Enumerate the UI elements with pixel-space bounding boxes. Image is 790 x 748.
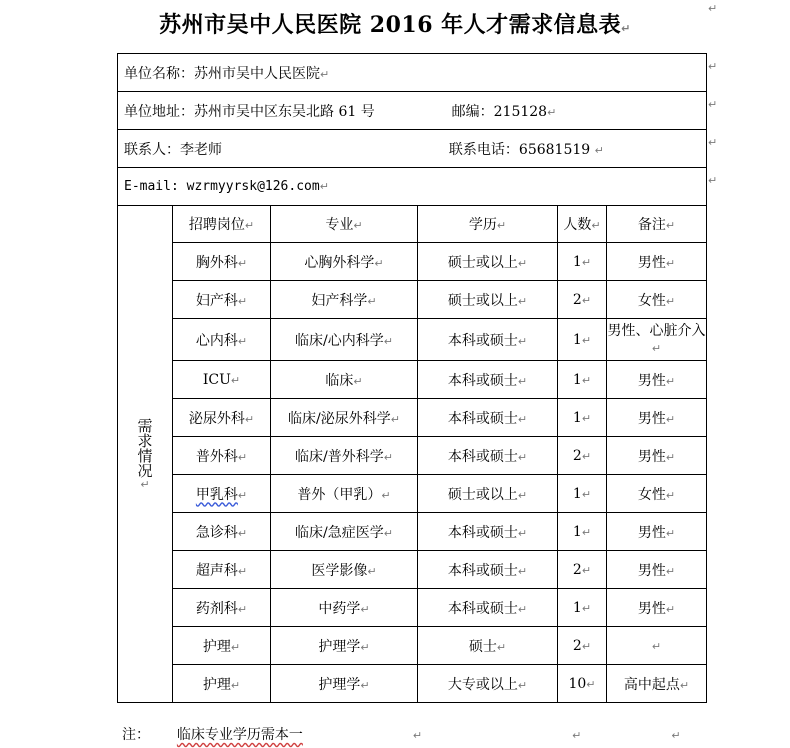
cell-major-text: 心胸外科学: [304, 254, 375, 271]
cell-count-text: 2: [572, 637, 582, 654]
paragraph-mark-icon: ↵: [665, 526, 676, 540]
cell-remark: [607, 475, 707, 513]
cell-education-text: 本科或硕士: [447, 372, 518, 389]
paragraph-mark-icon: ↵: [572, 729, 582, 742]
cell-major-text: 普外（甲乳）: [297, 486, 382, 503]
paragraph-mark-icon: ↵: [360, 678, 370, 692]
paragraph-mark-icon: ↵: [237, 294, 248, 308]
cell-major: [271, 437, 418, 475]
header-education: [418, 206, 558, 243]
paragraph-mark-icon: ↵: [586, 677, 596, 691]
cell-count: [558, 361, 607, 399]
cell-major: [271, 243, 418, 281]
paragraph-mark-icon: ↵: [665, 450, 676, 464]
cell-remark: [607, 281, 707, 319]
paragraph-mark-icon: ↵: [671, 729, 681, 742]
cell-count: [558, 513, 607, 551]
paragraph-mark-icon: ↵: [581, 333, 592, 347]
paragraph-mark-icon: ↵: [360, 602, 370, 616]
header-post-text: 招聘岗位: [188, 217, 245, 233]
cell-education-text: 本科或硕士: [447, 410, 518, 427]
cell-count: [558, 475, 607, 513]
contact-row: [118, 130, 707, 168]
cell-post-text: 药剂科: [195, 600, 238, 617]
paragraph-mark-icon: ↵: [665, 374, 676, 388]
cell-post-text: 泌尿外科: [188, 410, 245, 427]
table-row: [118, 589, 707, 627]
cell-count: [558, 437, 607, 475]
contact-value: 李老师: [180, 141, 222, 158]
paragraph-mark-icon: ↵: [360, 640, 370, 654]
paragraph-mark-icon: ↵: [581, 411, 592, 425]
paragraph-mark-icon: ↵: [367, 294, 377, 308]
cell-major: [271, 665, 418, 703]
cell-post: [173, 551, 271, 589]
cell-remark-text: 男性: [637, 562, 666, 579]
cell-remark: [607, 627, 707, 665]
cell-major: [271, 361, 418, 399]
table-row: [118, 475, 707, 513]
cell-count-text: 10: [568, 675, 587, 692]
cell-education: [418, 361, 558, 399]
cell-remark-text: 女性: [637, 292, 666, 309]
cell-post: [173, 627, 271, 665]
table-row: [118, 513, 707, 551]
row-end-mark-icon: ↵: [708, 60, 718, 73]
cell-post-text: 急诊科: [195, 524, 238, 541]
table-row: [118, 281, 707, 319]
cell-remark-text: 男性: [637, 410, 666, 427]
paragraph-mark-icon: ↵: [547, 105, 557, 119]
paragraph-mark-icon: ↵: [621, 22, 631, 35]
paragraph-mark-icon: ↵: [581, 487, 592, 501]
cell-major: [271, 475, 418, 513]
cell-post-text: 妇产科: [195, 292, 238, 309]
cell-count: [558, 589, 607, 627]
cell-count-text: 1: [572, 485, 582, 502]
side-label: [135, 418, 156, 491]
postcode-label: 邮编：: [451, 103, 494, 120]
cell-remark: [607, 243, 707, 281]
paragraph-mark-icon: ↵: [383, 334, 393, 348]
recruitment-table: [117, 53, 707, 703]
email-row: [118, 168, 707, 206]
cell-major: [271, 399, 418, 437]
paragraph-mark-icon: ↵: [679, 678, 690, 692]
cell-post: [173, 243, 271, 281]
row-end-mark-icon: ↵: [708, 98, 718, 111]
cell-education: [418, 551, 558, 589]
cell-count: [558, 243, 607, 281]
paragraph-mark-icon: ↵: [237, 564, 248, 578]
paragraph-mark-icon: ↵: [581, 449, 592, 463]
cell-count-text: 1: [572, 409, 582, 426]
paragraph-mark-icon: ↵: [581, 601, 592, 615]
cell-remark: [607, 665, 707, 703]
contact-label: 联系人：: [124, 141, 180, 158]
paragraph-mark-icon: ↵: [708, 2, 718, 15]
paragraph-mark-icon: ↵: [244, 412, 255, 426]
paragraph-mark-icon: ↵: [517, 412, 528, 426]
paragraph-mark-icon: ↵: [517, 294, 528, 308]
cell-education: [418, 627, 558, 665]
paragraph-mark-icon: ↵: [237, 526, 248, 540]
cell-remark: [607, 589, 707, 627]
cell-count-text: 1: [572, 331, 582, 348]
paragraph-mark-icon: ↵: [581, 525, 592, 539]
paragraph-mark-icon: ↵: [230, 640, 241, 654]
cell-post-text: ICU: [202, 371, 231, 388]
header-count-text: 人数: [563, 217, 592, 233]
footnote-text: 临床专业学历需本一: [176, 727, 303, 743]
cell-education: [418, 319, 558, 361]
paragraph-mark-icon: ↵: [237, 450, 248, 464]
cell-remark-text: 男性: [637, 448, 666, 465]
cell-education-text: 本科或硕士: [447, 448, 518, 465]
side-label-cell: [118, 206, 173, 703]
cell-remark: [607, 551, 707, 589]
unit-address-label: 单位地址：: [124, 103, 194, 120]
cell-count: [558, 551, 607, 589]
cell-count: [558, 665, 607, 703]
cell-count-text: 1: [572, 599, 582, 616]
cell-remark-text: 男性: [637, 524, 666, 541]
paragraph-mark-icon: ↵: [665, 602, 676, 616]
phone-value: 65681519: [518, 141, 591, 158]
page-title: [0, 8, 790, 39]
paragraph-mark-icon: ↵: [230, 678, 241, 692]
cell-major: [271, 627, 418, 665]
paragraph-mark-icon: ↵: [237, 256, 248, 270]
email-label: E-mail:: [124, 179, 179, 194]
cell-major: [271, 281, 418, 319]
table-row: [118, 319, 707, 361]
cell-major: [271, 551, 418, 589]
side-label-text: 需求情况: [135, 417, 154, 478]
cell-education: [418, 665, 558, 703]
footnote: [122, 724, 681, 744]
cell-post-text: 胸外科: [195, 254, 238, 271]
paragraph-mark-icon: ↵: [353, 219, 363, 232]
unit-address-row: [118, 92, 707, 130]
unit-name-label: 单位名称：: [124, 65, 194, 82]
paragraph-mark-icon: ↵: [517, 450, 528, 464]
cell-post: [173, 361, 271, 399]
phone-label: 联系电话：: [448, 141, 519, 158]
unit-name-value: 苏州市吴中人民医院: [194, 65, 320, 82]
cell-count-text: 2: [572, 561, 582, 578]
cell-education: [418, 399, 558, 437]
paragraph-mark-icon: ↵: [665, 294, 676, 308]
cell-education-text: 硕士或以上: [447, 292, 518, 309]
cell-education-text: 本科或硕士: [447, 332, 518, 349]
cell-major-text: 临床/急症医学: [295, 524, 384, 541]
paragraph-mark-icon: ↵: [517, 526, 528, 540]
postcode-value: 215128: [493, 103, 548, 120]
paragraph-mark-icon: ↵: [237, 602, 248, 616]
table-row: [118, 437, 707, 475]
table-row: [118, 361, 707, 399]
paragraph-mark-icon: ↵: [319, 180, 329, 193]
cell-post: [173, 513, 271, 551]
table-row: [118, 399, 707, 437]
row-end-mark-icon: ↵: [708, 136, 718, 149]
email-value: wzrmyyrsk@126.com: [186, 179, 320, 194]
paragraph-mark-icon: ↵: [353, 374, 363, 388]
cell-post-text: 护理: [202, 676, 231, 693]
cell-post: [173, 399, 271, 437]
table-row: [118, 551, 707, 589]
table-row: [118, 627, 707, 665]
cell-post: [173, 475, 271, 513]
cell-post-text: 甲乳科: [195, 486, 238, 503]
cell-post-text: 普外科: [195, 448, 238, 465]
paragraph-mark-icon: ↵: [230, 373, 241, 387]
cell-count: [558, 627, 607, 665]
cell-major-text: 临床/泌尿外科学: [288, 410, 391, 427]
row-end-mark-icon: ↵: [708, 174, 718, 187]
cell-remark-text: 女性: [637, 486, 666, 503]
paragraph-mark-icon: ↵: [517, 488, 528, 502]
cell-major-text: 医学影像: [311, 562, 368, 579]
cell-post-text: 护理: [202, 638, 231, 655]
table-row: [118, 665, 707, 703]
cell-post: [173, 319, 271, 361]
cell-count-text: 1: [572, 371, 582, 388]
cell-education-text: 本科或硕士: [447, 600, 518, 617]
header-remark-text: 备注: [637, 217, 666, 233]
paragraph-mark-icon: ↵: [237, 334, 248, 348]
paragraph-mark-icon: ↵: [496, 640, 507, 654]
table-row: [118, 243, 707, 281]
paragraph-mark-icon: ↵: [665, 219, 676, 232]
cell-remark: [607, 319, 707, 361]
cell-major-text: 妇产科学: [311, 292, 368, 309]
header-major: [271, 206, 418, 243]
cell-major-text: 临床/普外科学: [295, 448, 384, 465]
paragraph-mark-icon: ↵: [517, 334, 528, 348]
cell-education-text: 本科或硕士: [447, 562, 518, 579]
cell-count-text: 1: [572, 253, 582, 270]
cell-education: [418, 281, 558, 319]
paragraph-mark-icon: ↵: [496, 219, 507, 232]
cell-major: [271, 589, 418, 627]
cell-education-text: 硕士: [468, 638, 497, 655]
paragraph-mark-icon: ↵: [374, 256, 384, 270]
paragraph-mark-icon: ↵: [594, 143, 604, 157]
paragraph-mark-icon: ↵: [383, 526, 393, 540]
paragraph-mark-icon: ↵: [581, 255, 592, 269]
cell-education-text: 硕士或以上: [447, 254, 518, 271]
cell-post-text: 超声科: [195, 562, 238, 579]
cell-post: [173, 589, 271, 627]
cell-count: [558, 281, 607, 319]
cell-education: [418, 243, 558, 281]
paragraph-mark-icon: ↵: [581, 373, 592, 387]
cell-remark: [607, 399, 707, 437]
paragraph-mark-icon: ↵: [320, 67, 330, 81]
cell-remark-text: 男性: [637, 254, 666, 271]
cell-remark-text: 高中起点: [623, 676, 680, 693]
cell-major-text: 中药学: [318, 600, 361, 617]
paragraph-mark-icon: ↵: [383, 450, 393, 464]
paragraph-mark-icon: ↵: [390, 412, 400, 426]
header-count: [558, 206, 607, 243]
cell-remark: [607, 437, 707, 475]
header-remark: [607, 206, 707, 243]
cell-remark: [607, 361, 707, 399]
paragraph-mark-icon: ↵: [517, 602, 528, 616]
paragraph-mark-icon: ↵: [651, 341, 662, 355]
cell-post: [173, 281, 271, 319]
cell-count-text: 2: [572, 447, 582, 464]
cell-education: [418, 437, 558, 475]
paragraph-mark-icon: ↵: [367, 564, 377, 578]
paragraph-mark-icon: ↵: [665, 412, 676, 426]
paragraph-mark-icon: ↵: [138, 477, 152, 491]
cell-major: [271, 513, 418, 551]
paragraph-mark-icon: ↵: [381, 488, 391, 502]
cell-education-text: 本科或硕士: [447, 524, 518, 541]
cell-count: [558, 319, 607, 361]
cell-major-text: 临床/心内科学: [295, 332, 384, 349]
header-education-text: 学历: [468, 217, 497, 233]
cell-remark: [607, 513, 707, 551]
paragraph-mark-icon: ↵: [517, 678, 528, 692]
cell-remark-text: 男性: [637, 600, 666, 617]
cell-count: [558, 399, 607, 437]
unit-name-row: [118, 54, 707, 92]
cell-count-text: 1: [572, 523, 582, 540]
cell-education-text: 大专或以上: [447, 676, 518, 693]
paragraph-mark-icon: ↵: [581, 639, 592, 653]
cell-major-text: 护理学: [318, 676, 361, 693]
cell-major-text: 临床: [325, 372, 354, 389]
cell-remark-text: 男性: [637, 372, 666, 389]
footnote-label: 注：: [122, 727, 150, 743]
header-post: [173, 206, 271, 243]
cell-education-text: 硕士或以上: [447, 486, 518, 503]
cell-post-text: 心内科: [195, 332, 238, 349]
cell-major: [271, 319, 418, 361]
paragraph-mark-icon: ↵: [517, 564, 528, 578]
paragraph-mark-icon: ↵: [412, 729, 423, 742]
paragraph-mark-icon: ↵: [665, 256, 676, 270]
unit-address-value: 苏州市吴中区东吴北路 61 号: [194, 103, 375, 120]
cell-count-text: 2: [572, 291, 582, 308]
paragraph-mark-icon: ↵: [517, 374, 528, 388]
header-major-text: 专业: [325, 217, 354, 233]
table-header-row: [118, 206, 707, 243]
cell-post: [173, 665, 271, 703]
cell-education: [418, 589, 558, 627]
cell-post: [173, 437, 271, 475]
paragraph-mark-icon: ↵: [665, 488, 676, 502]
paragraph-mark-icon: ↵: [651, 639, 662, 653]
cell-education: [418, 513, 558, 551]
paragraph-mark-icon: ↵: [244, 219, 255, 232]
cell-remark-text: 男性、心脏介入: [607, 322, 706, 339]
paragraph-mark-icon: ↵: [665, 564, 676, 578]
paragraph-mark-icon: ↵: [517, 256, 528, 270]
paragraph-mark-icon: ↵: [237, 488, 248, 502]
paragraph-mark-icon: ↵: [591, 219, 601, 232]
paragraph-mark-icon: ↵: [581, 293, 592, 307]
cell-major-text: 护理学: [318, 638, 361, 655]
title-text: 苏州市吴中人民医院 2016 年人才需求信息表: [159, 12, 622, 38]
cell-education: [418, 475, 558, 513]
paragraph-mark-icon: ↵: [581, 563, 592, 577]
